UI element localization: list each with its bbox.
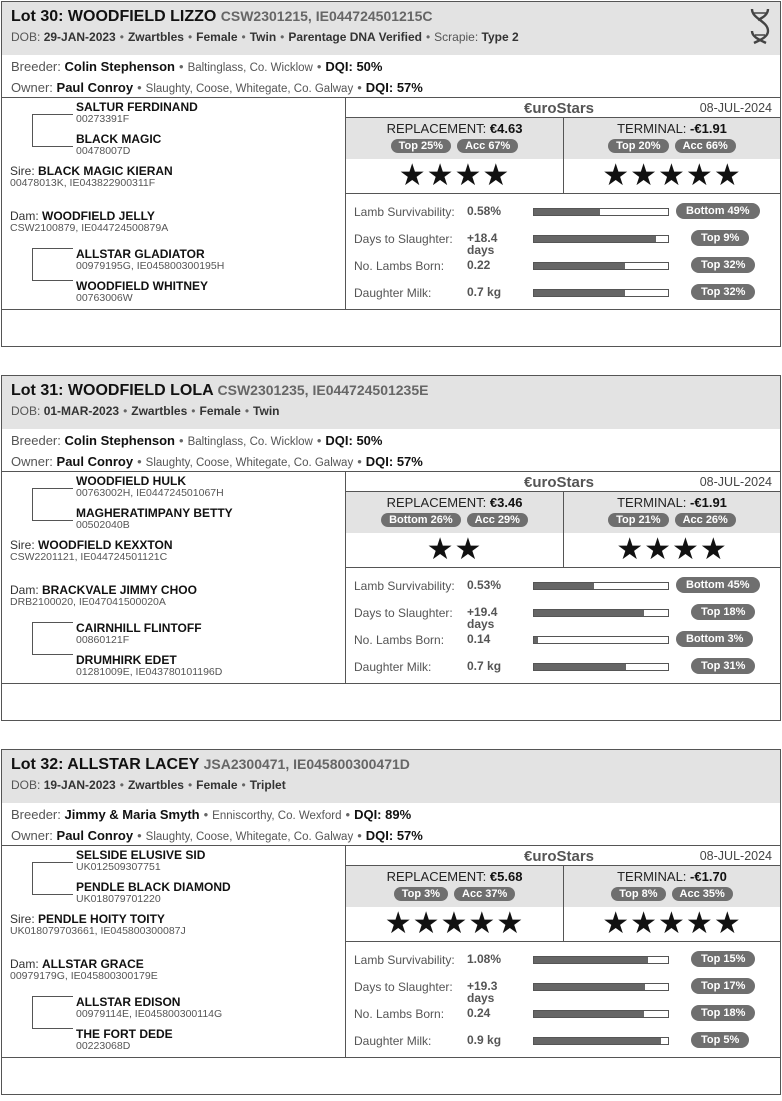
trait-rank-badge: Top 32% [691,284,755,300]
trait-value: 0.53% [467,578,502,592]
trait-rank-badge: Bottom 45% [676,577,760,593]
eurostars-panel [346,98,780,309]
animal-name: SALTUR FERDINAND [76,100,198,114]
replacement-star-rating: ★★★★ [398,159,511,192]
trait-value: 0.7 kg [467,285,502,299]
animal-id: UK012509307751 [76,861,161,873]
lot-card [1,1,781,347]
animal-id: 00763006W [76,292,133,304]
replacement-star-rating: ★★★★★ [384,907,525,940]
traits-list [346,942,780,1056]
trait-row [354,257,774,275]
trait-bar-fill [534,209,600,215]
dam-granddam [76,280,208,304]
lot-header [2,2,780,55]
lot-details [11,778,771,792]
index-row [346,118,780,194]
notes-area [2,683,780,720]
pedigree-line [32,1028,73,1029]
lot-body [2,97,780,309]
trait-row [354,658,774,676]
owner-label: Owner: [11,828,53,843]
trait-label: Days to Slaughter: [354,606,453,620]
breeder-line: Breeder: Jimmy & Maria Smyth • Enniscorthy, Co. Wexford • DQI: 89% [11,807,412,822]
lot-tag: Twin [249,30,277,44]
trait-rank-badge: Top 18% [691,1005,755,1021]
breeder-label: Breeder: [11,807,61,822]
pedigree-bracket [32,488,33,521]
breeder-name: Jimmy & Maria Smyth [64,807,200,822]
animal-name: MAGHERATIMPANY BETTY [76,506,233,520]
dam-grandsire [76,622,202,646]
pedigree-bracket [32,862,33,895]
pedigree-bracket [32,248,33,281]
lot-details [11,30,771,44]
notes-area [2,1057,780,1094]
sire-label: Sire: [10,538,35,552]
owner-dqi: DQI: 57% [365,828,423,843]
trait-bar [533,289,669,297]
lot-tags: • Zwartbles • Female • Triplet [119,778,286,792]
trait-bar-fill [534,290,625,296]
pedigree-line [32,862,73,863]
trait-value: 0.9 kg [467,1033,502,1047]
replacement-acc-badge: Acc 29% [467,513,528,527]
trait-rank-badge: Top 9% [691,230,749,246]
terminal-value: -€1.70 [690,869,727,884]
trait-row [354,284,774,302]
replacement-rank-badge: Top 3% [394,887,448,901]
terminal-rank-badge: Top 20% [608,139,668,153]
pedigree-bracket [32,622,33,655]
animal-name: WOODFIELD KEXXTON [38,538,173,552]
index-row [346,492,780,568]
owner-line: Owner: Paul Conroy • Slaughty, Coose, Whitegate, Co. Galway • DQI: 57% [11,454,423,469]
scrapie-info: • Scrapie: Type 2 [425,30,519,44]
lot-name: Lot 31: WOODFIELD LOLA [11,382,214,399]
pedigree [2,472,346,683]
dob-value: 19-JAN-2023 [43,778,116,792]
replacement-index [346,118,563,193]
trait-row [354,577,774,595]
sire-grandsire [76,475,224,499]
terminal-acc-badge: Acc 26% [675,513,736,527]
trait-bar-fill [534,610,644,616]
breeder-label: Breeder: [11,433,61,448]
evaluation-date: 08-JUL-2024 [699,101,772,115]
lot-tag: Zwartbles [127,778,184,792]
trait-label: Lamb Survivability: [354,579,455,593]
animal-id: 00478013K, IE043822900311F [10,177,156,189]
trait-label: No. Lambs Born: [354,633,445,647]
animal-id: 00478007D [76,145,131,157]
trait-label: Daughter Milk: [354,286,432,300]
evaluation-date: 08-JUL-2024 [699,475,772,489]
terminal-index [563,118,780,193]
traits-list [346,568,780,682]
owner-dqi: DQI: 57% [365,454,423,469]
animal-name: BRACKVALE JIMMY CHOO [42,583,197,597]
sire-grandsire [76,101,198,125]
pedigree-bracket [32,996,33,1029]
lot-ids: JSA2300471, IE045800300471D [203,756,410,772]
animal-name: BLACK MAGIC [76,132,162,146]
owner-name: Paul Conroy [56,454,134,469]
lot-body [2,845,780,1057]
animal-name: CAIRNHILL FLINTOFF [76,621,202,635]
pedigree-line [32,996,73,997]
eurostars-panel [346,472,780,683]
sire [10,165,173,189]
lot-tag: Parentage DNA Verified [288,30,422,44]
replacement-value: €4.63 [489,121,523,136]
sire-granddam [76,133,161,157]
pedigree-line [32,248,73,249]
trait-label: No. Lambs Born: [354,1007,445,1021]
animal-id: 00979114E, IE045800300114G [76,1008,223,1020]
trait-bar [533,582,669,590]
lot-name: Lot 32: ALLSTAR LACEY [11,756,200,773]
terminal-label: TERMINAL: [617,121,687,136]
trait-bar [533,235,669,243]
replacement-value: €5.68 [489,869,523,884]
trait-label: Daughter Milk: [354,660,432,674]
trait-bar [533,1010,669,1018]
lot-tag: Zwartbles [127,30,184,44]
replacement-rank-badge: Top 25% [391,139,451,153]
trait-bar-fill [534,236,656,242]
trait-bar [533,983,669,991]
pedigree-line [32,146,73,147]
animal-id: CSW2100879, IE044724500879A [10,222,169,234]
pedigree-line [32,622,73,623]
animal-id: 00223068D [76,1040,131,1052]
animal-id: 00860121F [76,634,130,646]
breeder-dqi: DQI: 50% [325,59,383,74]
trait-row [354,631,774,649]
animal-id: 00979179G, IE045800300179E [10,970,158,982]
replacement-label: REPLACEMENT: [386,495,487,510]
owner-location: Slaughty, Coose, Whitegate, Co. Galway [145,83,354,95]
trait-bar-fill [534,637,538,643]
animal-id: 00502040B [76,519,130,531]
breeder-label: Breeder: [11,59,61,74]
animal-id: UK018079703661, IE045800300087J [10,925,186,937]
owner-name: Paul Conroy [56,828,134,843]
owner-location: Slaughty, Coose, Whitegate, Co. Galway [145,831,354,843]
lot-card [1,375,781,721]
breeder-name: Colin Stephenson [64,433,175,448]
people-section [2,803,780,845]
pedigree-line [32,654,73,655]
animal-id: 00273391F [76,113,130,125]
terminal-rank-badge: Top 8% [611,887,665,901]
replacement-label: REPLACEMENT: [386,869,487,884]
dam [10,210,168,234]
trait-label: No. Lambs Born: [354,259,445,273]
eurostars-header [346,98,780,118]
lot-body [2,471,780,683]
trait-bar-fill [534,263,625,269]
trait-bar-fill [534,583,594,589]
animal-name: DRUMHIRK EDET [76,653,177,667]
replacement-acc-badge: Acc 67% [457,139,518,153]
trait-value: 1.08% [467,952,502,966]
replacement-index [346,492,563,567]
eurostars-brand: €uroStars [524,474,595,491]
sire-label: Sire: [10,164,35,178]
eurostars-brand: €uroStars [524,100,595,117]
eurostars-header [346,846,780,866]
pedigree-line [32,114,73,115]
trait-value: +18.4 days [467,231,498,257]
pedigree [2,98,346,309]
lot-ids: CSW2301215, IE044724501215C [220,8,433,24]
owner-name: Paul Conroy [56,80,134,95]
animal-id: 00763002H, IE044724501067H [76,487,224,499]
lot-tag: Zwartbles [131,404,188,418]
trait-value: 0.22 [467,258,491,272]
trait-value: 0.7 kg [467,659,502,673]
pedigree [2,846,346,1057]
trait-rank-badge: Top 18% [691,604,755,620]
trait-row [354,1032,774,1050]
trait-rank-badge: Bottom 3% [676,631,753,647]
terminal-acc-badge: Acc 66% [675,139,736,153]
sire-granddam [76,507,233,531]
trait-bar [533,609,669,617]
trait-rank-badge: Top 31% [691,658,755,674]
dob-value: 01-MAR-2023 [43,404,120,418]
dam-label: Dam: [10,957,39,971]
replacement-value: €3.46 [489,495,523,510]
lot-title [11,8,771,26]
animal-id: UK018079701220 [76,893,161,905]
trait-rank-badge: Top 5% [691,1032,749,1048]
pedigree-line [32,894,73,895]
animal-id: DRB2100020, IE047041500020A [10,596,166,608]
people-section [2,429,780,471]
trait-label: Days to Slaughter: [354,980,453,994]
people-section [2,55,780,97]
animal-name: SELSIDE ELUSIVE SID [76,848,206,862]
dam-label: Dam: [10,209,39,223]
lot-title [11,756,771,774]
dam-granddam [76,1028,173,1052]
replacement-acc-badge: Acc 37% [454,887,515,901]
replacement-label: REPLACEMENT: [386,121,487,136]
dob-value: 29-JAN-2023 [43,30,116,44]
sire [10,913,186,937]
pedigree-line [32,488,73,489]
terminal-star-rating: ★★★★★ [602,159,742,192]
dam-grandsire [76,248,224,272]
lot-name: Lot 30: WOODFIELD LIZZO [11,8,217,25]
terminal-label: TERMINAL: [617,495,687,510]
breeder-name: Colin Stephenson [64,59,175,74]
trait-bar [533,1037,669,1045]
trait-label: Lamb Survivability: [354,953,455,967]
trait-label: Lamb Survivability: [354,205,455,219]
lot-tags: • Zwartbles • Female • Twin • Parentage DNA Verified [119,30,422,44]
sire [10,539,172,563]
dam-granddam [76,654,222,678]
terminal-index [563,492,780,567]
animal-id: CSW2201121, IE044724501121C [10,551,168,563]
lot-header [2,376,780,429]
evaluation-date: 08-JUL-2024 [699,849,772,863]
breeder-line: Breeder: Colin Stephenson • Baltinglass, Co. Wicklow • DQI: 50% [11,433,383,448]
sire-granddam [76,881,231,905]
animal-id: 01281009E, IE043780101196D [76,666,223,678]
lot-tag: Female [196,30,238,44]
trait-bar [533,663,669,671]
trait-row [354,951,774,969]
trait-row [354,203,774,221]
animal-name: ALLSTAR GRACE [42,957,144,971]
terminal-star-rating: ★★★★★ [602,907,742,940]
pedigree-line [32,280,73,281]
trait-bar-fill [534,984,645,990]
lot-title [11,382,771,400]
lot-tag: Female [196,778,238,792]
breeder-dqi: DQI: 50% [325,433,383,448]
pedigree-line [32,520,73,521]
terminal-value: -€1.91 [690,121,727,136]
owner-label: Owner: [11,454,53,469]
trait-bar-fill [534,1011,644,1017]
breeder-dqi: DQI: 89% [354,807,412,822]
breeder-line: Breeder: Colin Stephenson • Baltinglass, Co. Wicklow • DQI: 50% [11,59,383,74]
trait-bar-fill [534,1038,661,1044]
animal-name: PENDLE HOITY TOITY [38,912,165,926]
animal-name: BLACK MAGIC KIERAN [38,164,173,178]
animal-name: WOODFIELD JELLY [42,209,155,223]
trait-bar [533,956,669,964]
owner-label: Owner: [11,80,53,95]
trait-rank-badge: Top 15% [691,951,755,967]
trait-rank-badge: Top 17% [691,978,755,994]
terminal-rank-badge: Top 21% [608,513,668,527]
owner-line: Owner: Paul Conroy • Slaughty, Coose, Whitegate, Co. Galway • DQI: 57% [11,80,423,95]
eurostars-brand: €uroStars [524,848,595,865]
trait-rank-badge: Top 32% [691,257,755,273]
lot-ids: CSW2301235, IE044724501235E [217,382,429,398]
lot-card [1,749,781,1095]
trait-bar-fill [534,957,648,963]
notes-area [2,309,780,346]
trait-value: +19.4 days [467,605,498,631]
dob-label: DOB: [11,778,41,792]
trait-row [354,978,774,1005]
dam [10,958,158,982]
terminal-value: -€1.91 [690,495,727,510]
owner-dqi: DQI: 57% [365,80,423,95]
lot-header [2,750,780,803]
terminal-acc-badge: Acc 35% [672,887,733,901]
lot-tags: • Zwartbles • Female • Twin [123,404,280,418]
animal-name: WOODFIELD WHITNEY [76,279,208,293]
trait-rank-badge: Bottom 49% [676,203,760,219]
trait-bar [533,208,669,216]
breeder-location: Baltinglass, Co. Wicklow [187,62,313,74]
lot-tag: Triplet [249,778,286,792]
trait-bar [533,636,669,644]
index-row [346,866,780,942]
terminal-star-rating: ★★★★ [616,533,728,566]
pedigree-bracket [32,114,33,147]
trait-label: Daughter Milk: [354,1034,432,1048]
animal-name: PENDLE BLACK DIAMOND [76,880,231,894]
dob-label: DOB: [11,30,41,44]
replacement-star-rating: ★★ [426,533,483,566]
eurostars-header [346,472,780,492]
scrapie-value: Type 2 [481,30,519,44]
animal-name: THE FORT DEDE [76,1027,173,1041]
dam-label: Dam: [10,583,39,597]
animal-id: 00979195G, IE045800300195H [76,260,225,272]
eurostars-panel [346,846,780,1057]
dna-icon [748,7,772,45]
lot-details [11,404,771,418]
trait-bar [533,262,669,270]
trait-row [354,230,774,257]
owner-location: Slaughty, Coose, Whitegate, Co. Galway [145,457,354,469]
animal-name: ALLSTAR GLADIATOR [76,247,205,261]
trait-value: 0.14 [467,632,491,646]
dam-grandsire [76,996,222,1020]
trait-row [354,604,774,631]
animal-name: WOODFIELD HULK [76,474,186,488]
breeder-location: Baltinglass, Co. Wicklow [187,436,313,448]
dob-label: DOB: [11,404,41,418]
sire-label: Sire: [10,912,35,926]
replacement-rank-badge: Bottom 26% [381,513,461,527]
breeder-location: Enniscorthy, Co. Wexford [212,810,342,822]
lot-tag: Twin [253,404,280,418]
trait-value: +19.3 days [467,979,498,1005]
terminal-index [563,866,780,941]
trait-bar-fill [534,664,626,670]
lot-tag: Female [199,404,241,418]
dam [10,584,197,608]
replacement-index [346,866,563,941]
owner-line: Owner: Paul Conroy • Slaughty, Coose, Whitegate, Co. Galway • DQI: 57% [11,828,423,843]
animal-name: ALLSTAR EDISON [76,995,181,1009]
trait-row [354,1005,774,1023]
traits-list [346,194,780,308]
trait-value: 0.24 [467,1006,491,1020]
terminal-label: TERMINAL: [617,869,687,884]
trait-value: 0.58% [467,204,502,218]
trait-label: Days to Slaughter: [354,232,453,246]
scrapie-label: Scrapie: [434,30,479,44]
sire-grandsire [76,849,205,873]
